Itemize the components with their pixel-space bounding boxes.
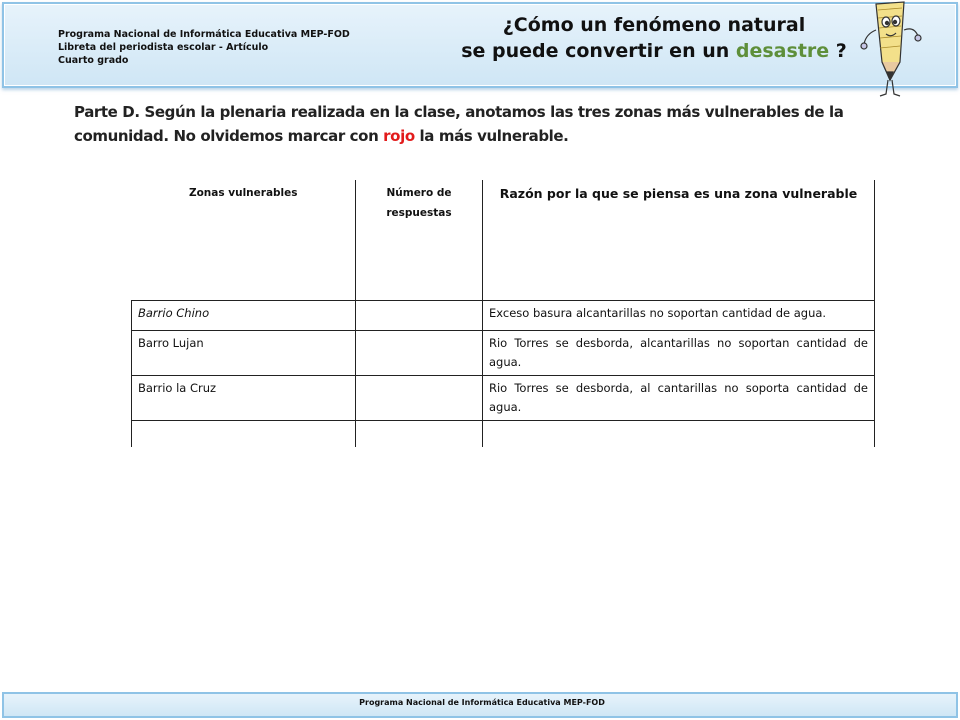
reason-cell	[483, 420, 875, 447]
zone-cell: Barrio Chino	[132, 300, 356, 330]
title-accent-word: desastre	[735, 40, 830, 62]
reason-cell: Exceso basura alcantarillas no soportan cantidad de agua.	[483, 300, 875, 330]
program-info	[58, 28, 418, 67]
reason-cell: Rio Torres se desborda, alcantarillas no soportan cantidad de agua.	[483, 330, 875, 375]
header-reason: Razón por la que se piensa es una zona vulnerable	[483, 180, 875, 300]
header-bar	[2, 2, 958, 88]
instruction-text	[74, 100, 934, 148]
table-row	[132, 300, 875, 330]
program-name: Programa Nacional de Informática Educativa MEP-FOD	[58, 29, 350, 40]
title-line-1: ¿Cómo un fenómeno natural	[502, 14, 806, 36]
vulnerable-zones-table	[131, 180, 875, 447]
notebook-name: Libreta del periodista escolar - Artículo	[58, 42, 269, 53]
header-responses: Número de respuestas	[356, 180, 483, 300]
title-line-2	[444, 38, 864, 64]
zone-cell: Barro Lujan	[132, 330, 356, 375]
table-header-row	[132, 180, 875, 300]
header-zone: Zonas vulnerables	[132, 180, 356, 300]
table-row	[132, 420, 875, 447]
footer-text: Programa Nacional de Informática Educativa MEP-FOD	[359, 698, 605, 707]
responses-cell	[356, 420, 483, 447]
table-row	[132, 375, 875, 420]
instruction-main: Parte D. Según la plenaria realizada en la clase, anotamos las tres zonas más vulnerables de la comunidad. No olvidemos marcar con	[74, 103, 844, 145]
footer-bar	[2, 692, 958, 718]
table-row	[132, 330, 875, 375]
instruction-highlight: rojo	[383, 127, 415, 145]
zone-cell: Barrio la Cruz	[132, 375, 356, 420]
pencil-mascot-icon	[860, 0, 926, 100]
responses-cell	[356, 375, 483, 420]
responses-cell	[356, 330, 483, 375]
title-line-2-suffix: ?	[835, 40, 847, 62]
grade-label: Cuarto grado	[58, 55, 129, 66]
instruction-end: la más vulnerable.	[414, 127, 569, 145]
page-title	[444, 12, 864, 64]
responses-cell	[356, 300, 483, 330]
reason-cell: Rio Torres se desborda, al cantarillas no soporta cantidad de agua.	[483, 375, 875, 420]
title-line-2-prefix: se puede convertir en un	[461, 40, 730, 62]
zone-cell	[132, 420, 356, 447]
